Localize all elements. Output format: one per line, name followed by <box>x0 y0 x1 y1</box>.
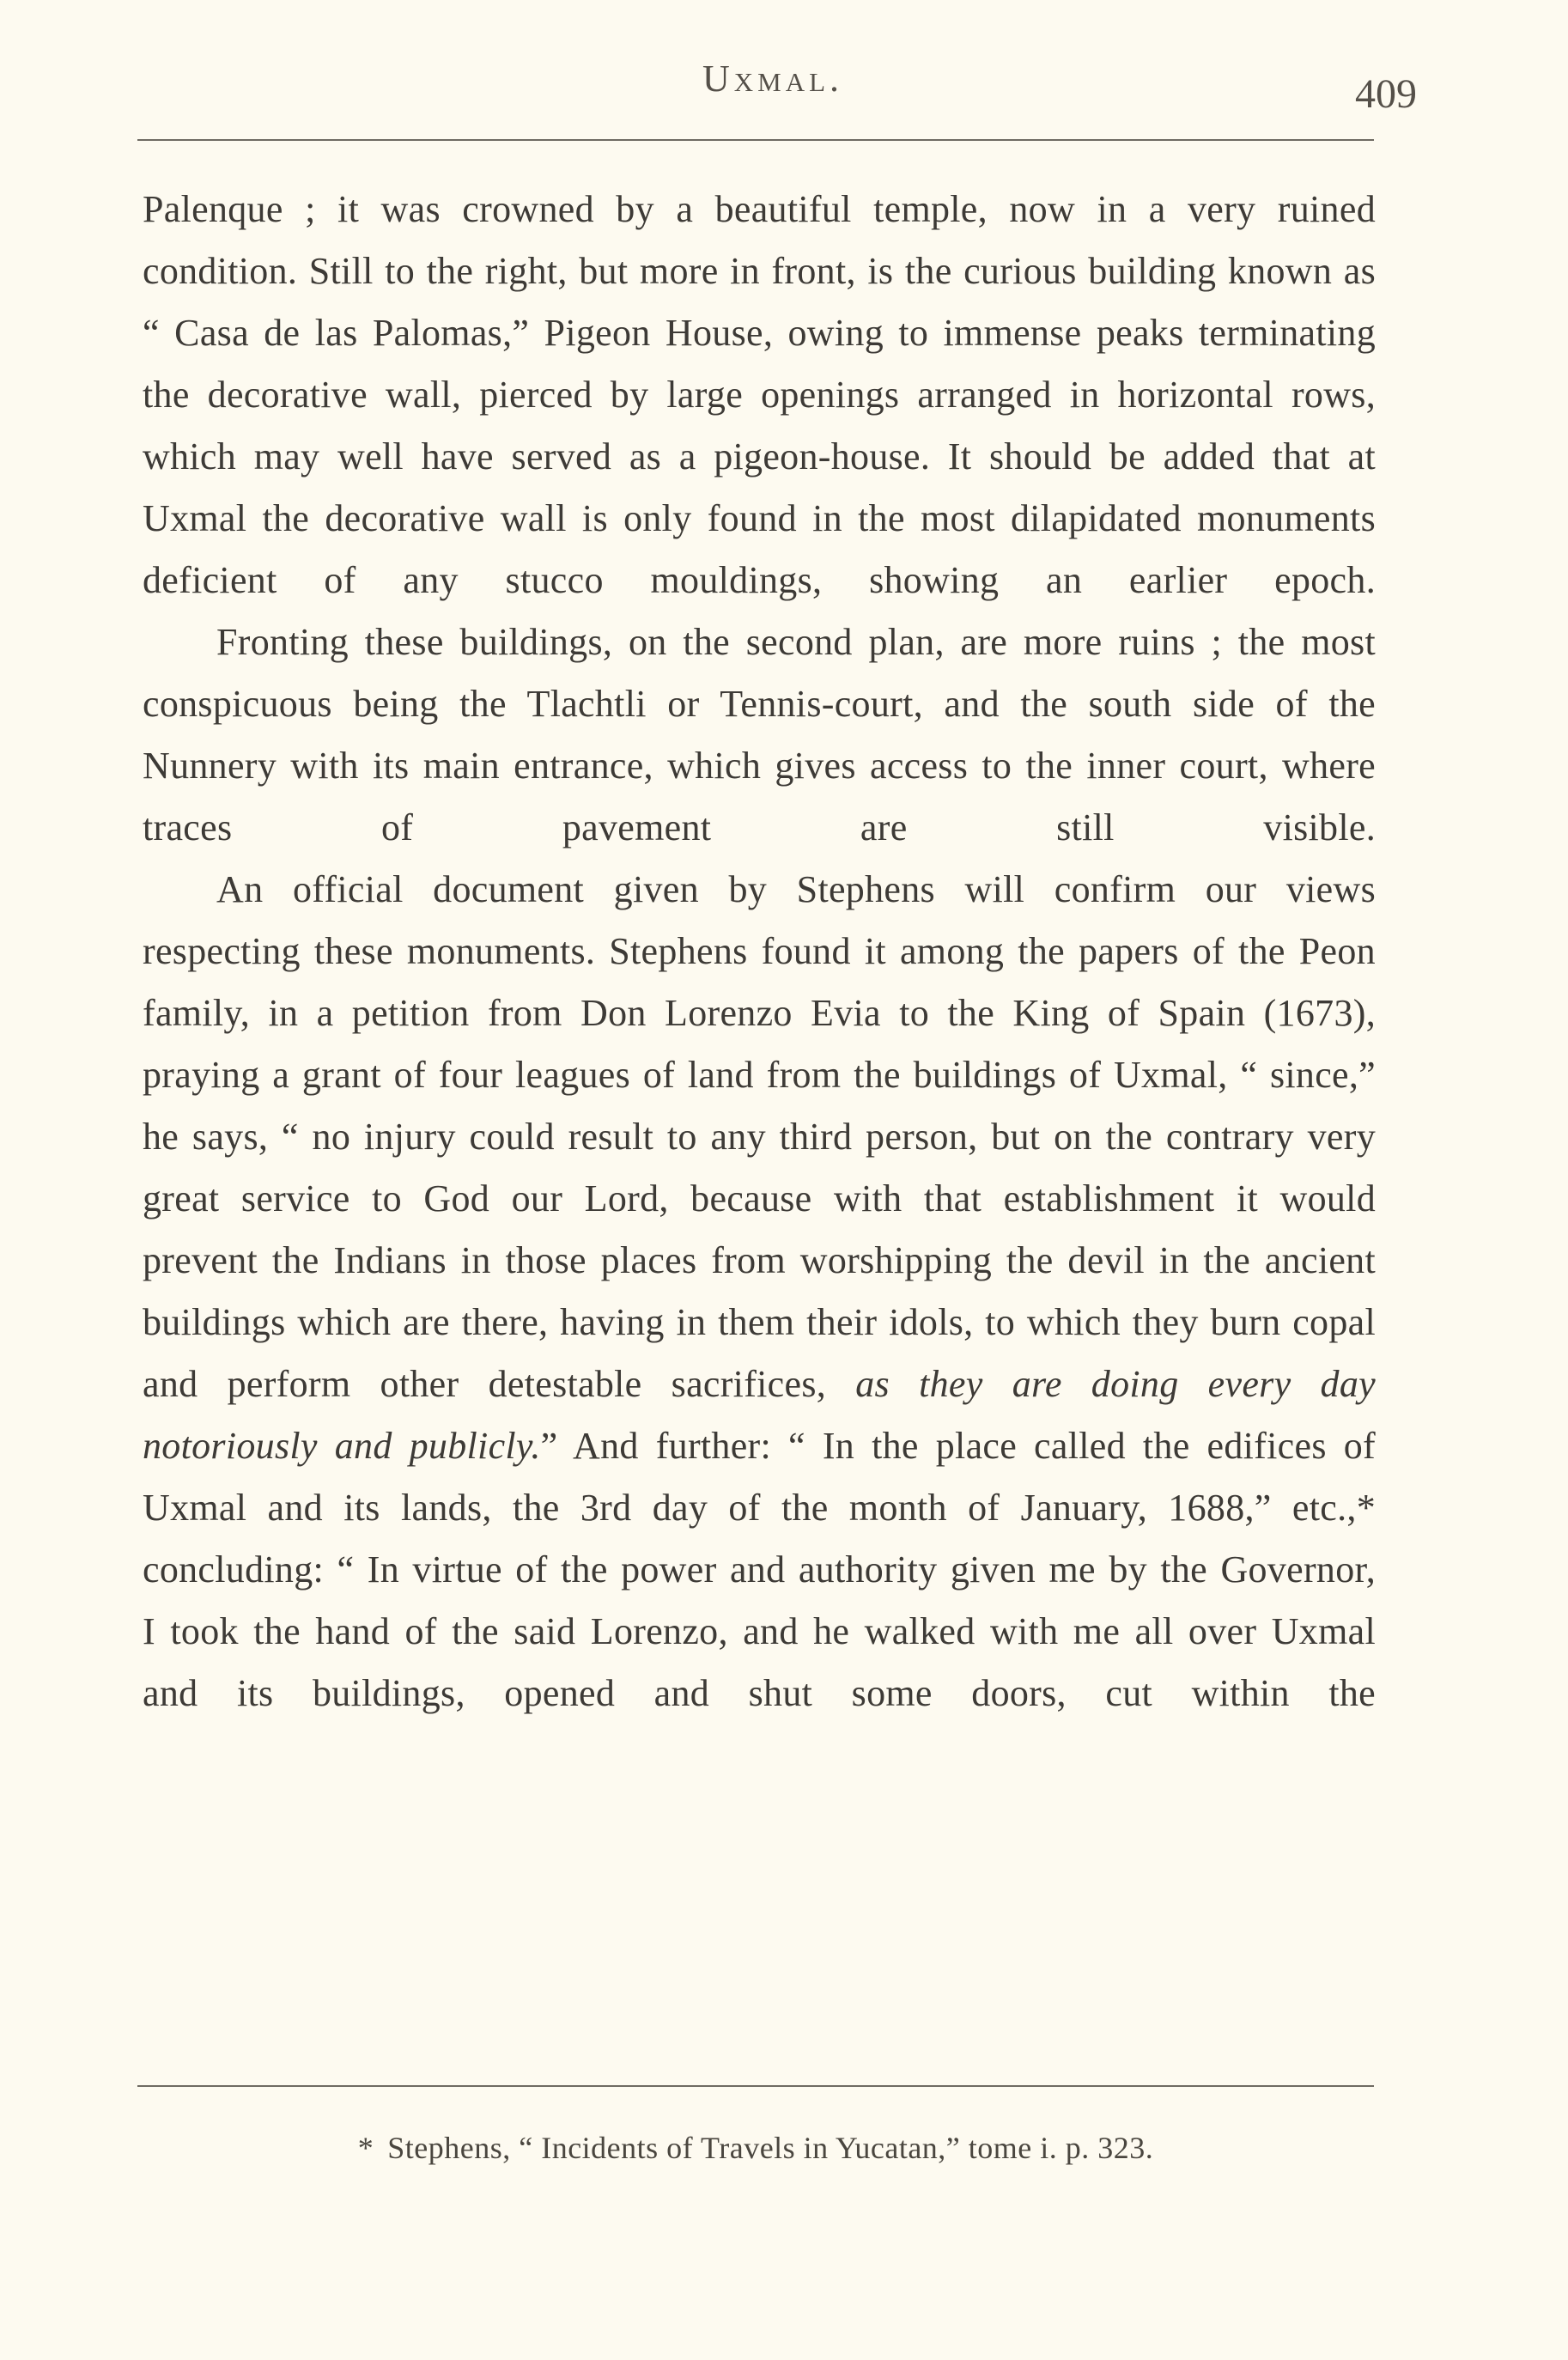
running-title: Uxmal. <box>702 58 844 100</box>
paragraph-3-emphasis: as they are doing every day notoriously and publicly. <box>143 1363 1376 1467</box>
paragraph-2: Fronting these buildings, on the second plan, are more ruins ; the most conspicuous being the Tlachtli or Tennis-court, and the south side of the Nunnery with its main entrance, which gives access to the inner court, where traces of pavement are still visible. <box>143 621 1376 849</box>
page-number: 409 <box>1355 71 1417 117</box>
paragraph-1: Palenque ; it was crowned by a beautiful temple, now in a very ruined condition. Still to the right, but more in front, is the curious building known as “ Casa de las Palomas,” Pigeon House, owing to immense peaks terminating the decorative wall, pierced by large openings arranged in horizontal rows, which may well have served as a pigeon-house. It should be added that at Uxmal the decorative wall is only found in the most dilapidated monuments deficient of any stucco mouldings, showing an earlier epoch. <box>143 188 1376 601</box>
body-text <box>143 179 1376 1724</box>
footnote-text: Stephens, “ Incidents of Travels in Yucatan,” tome i. p. 323. <box>387 2131 1154 2165</box>
paragraph-3-text-after: ” And further: “ In the place called the edifices of Uxmal and its lands, the 3rd day of the month of January, 1688,” etc.,* concluding: “ In virtue of the power and authority given me by the Governor, I took the hand of the said Lorenzo, and he walked with me all over Uxmal and its buildings, opened and shut some doors, cut within the <box>143 1425 1376 1714</box>
paragraph-3-text-before: An official document given by Stephens will confirm our views respecting these monuments. Stephens found it among the papers of the Peon family, in a petition from Don Lorenzo Evia to the King of Spain (1673), praying a grant of four leagues of land from the buildings of Uxmal, “ since,” he says, “ no injury could result to any third person, but on the contrary very great service to God our Lord, because with that establishment it would prevent the Indians in those places from worshipping the devil in the ancient buildings which are there, having in them their idols, to which they burn copal and perform other detestable sacrifices, <box>143 868 1376 1405</box>
footnote-marker: * <box>357 2131 374 2165</box>
footnote <box>137 2130 1374 2166</box>
header-rule <box>137 139 1374 141</box>
paragraph-3 <box>143 859 1376 1724</box>
footnote-rule <box>137 2085 1374 2087</box>
